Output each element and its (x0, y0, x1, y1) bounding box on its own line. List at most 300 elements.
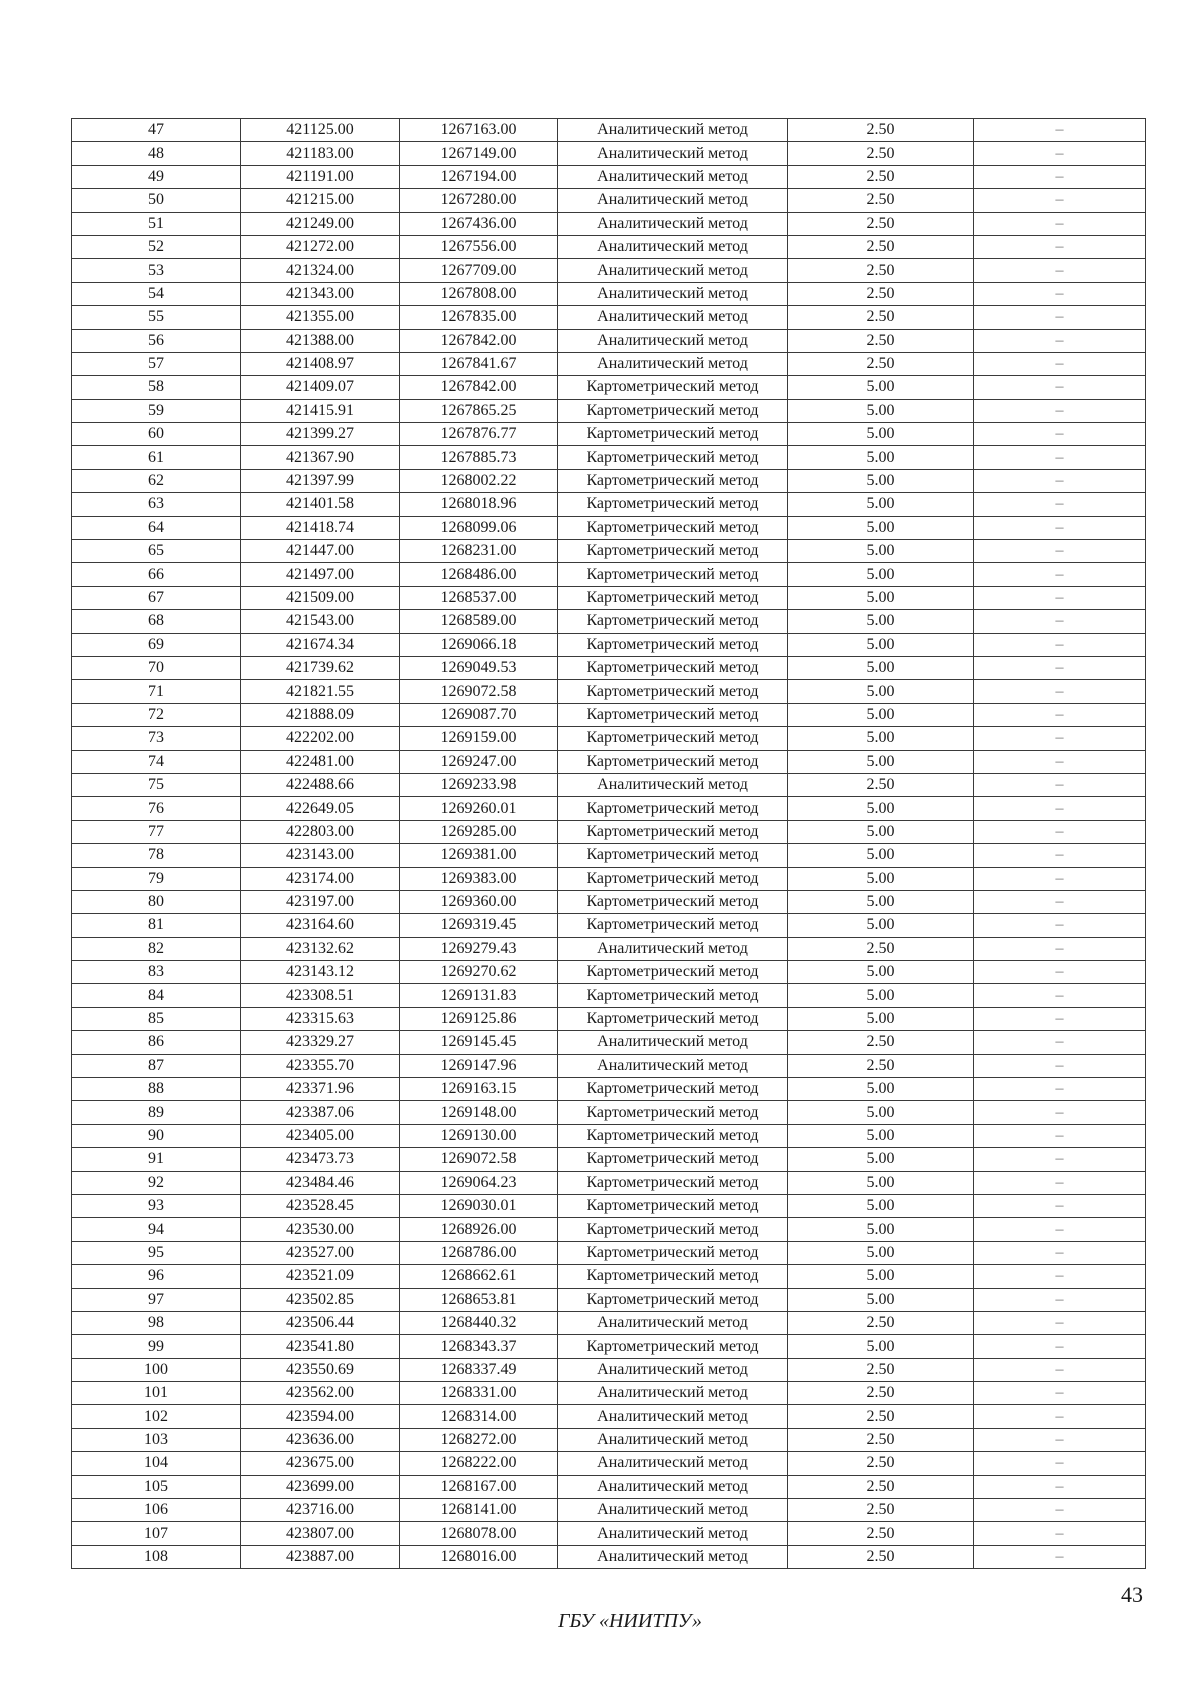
point-number-cell: 68 (72, 610, 241, 633)
note-cell: – (974, 820, 1146, 843)
accuracy-cell: 5.00 (788, 1078, 974, 1101)
note-cell: – (974, 469, 1146, 492)
method-cell: Картометрический метод (558, 680, 788, 703)
point-number-cell: 90 (72, 1124, 241, 1147)
note-cell: – (974, 563, 1146, 586)
y-coordinate-cell: 1269147.96 (400, 1054, 558, 1077)
method-cell: Картометрический метод (558, 1101, 788, 1124)
point-number-cell: 65 (72, 540, 241, 563)
point-number-cell: 75 (72, 773, 241, 796)
y-coordinate-cell: 1269131.83 (400, 984, 558, 1007)
method-cell: Картометрический метод (558, 1194, 788, 1217)
method-cell: Картометрический метод (558, 656, 788, 679)
x-coordinate-cell: 423143.12 (241, 961, 400, 984)
y-coordinate-cell: 1268222.00 (400, 1452, 558, 1475)
y-coordinate-cell: 1269319.45 (400, 914, 558, 937)
running-header (0, 70, 1200, 116)
method-cell: Картометрический метод (558, 423, 788, 446)
table-row (72, 212, 1146, 235)
x-coordinate-cell: 421249.00 (241, 212, 400, 235)
note-cell: – (974, 1428, 1146, 1451)
x-coordinate-cell: 423355.70 (241, 1054, 400, 1077)
point-number-cell: 96 (72, 1265, 241, 1288)
page-number: 43 (1121, 1582, 1143, 1607)
note-cell: – (974, 586, 1146, 609)
point-number-cell: 51 (72, 212, 241, 235)
method-cell: Аналитический метод (558, 1358, 788, 1381)
point-number-cell: 85 (72, 1007, 241, 1030)
note-cell: – (974, 914, 1146, 937)
y-coordinate-cell: 1268272.00 (400, 1428, 558, 1451)
y-coordinate-cell: 1267885.73 (400, 446, 558, 469)
method-cell: Картометрический метод (558, 540, 788, 563)
method-cell: Картометрический метод (558, 469, 788, 492)
table-row (72, 235, 1146, 258)
point-number-cell: 67 (72, 586, 241, 609)
y-coordinate-cell: 1268331.00 (400, 1382, 558, 1405)
note-cell: – (974, 1545, 1146, 1568)
accuracy-cell: 5.00 (788, 1288, 974, 1311)
note-cell: – (974, 352, 1146, 375)
table-row (72, 1265, 1146, 1288)
y-coordinate-cell: 1268078.00 (400, 1522, 558, 1545)
note-cell: – (974, 1078, 1146, 1101)
point-number-cell: 104 (72, 1452, 241, 1475)
table-row (72, 797, 1146, 820)
accuracy-cell: 2.50 (788, 165, 974, 188)
method-cell: Аналитический метод (558, 1522, 788, 1545)
y-coordinate-cell: 1269159.00 (400, 727, 558, 750)
table-row (72, 329, 1146, 352)
table-row (72, 119, 1146, 142)
method-cell: Картометрический метод (558, 1078, 788, 1101)
note-cell: – (974, 1148, 1146, 1171)
x-coordinate-cell: 423699.00 (241, 1475, 400, 1498)
y-coordinate-cell: 1267194.00 (400, 165, 558, 188)
table-row (72, 165, 1146, 188)
table-row (72, 961, 1146, 984)
note-cell: – (974, 984, 1146, 1007)
table-row (72, 820, 1146, 843)
method-cell: Картометрический метод (558, 797, 788, 820)
method-cell: Картометрический метод (558, 399, 788, 422)
method-cell: Аналитический метод (558, 1452, 788, 1475)
y-coordinate-cell: 1269072.58 (400, 680, 558, 703)
table-row (72, 563, 1146, 586)
x-coordinate-cell: 422488.66 (241, 773, 400, 796)
x-coordinate-cell: 423506.44 (241, 1311, 400, 1334)
y-coordinate-cell: 1269066.18 (400, 633, 558, 656)
table-row (72, 259, 1146, 282)
accuracy-cell: 2.50 (788, 235, 974, 258)
note-cell: – (974, 750, 1146, 773)
accuracy-cell: 5.00 (788, 469, 974, 492)
note-cell: – (974, 235, 1146, 258)
table-row (72, 1007, 1146, 1030)
point-number-cell: 77 (72, 820, 241, 843)
table-row (72, 1545, 1146, 1568)
method-cell: Картометрический метод (558, 1335, 788, 1358)
x-coordinate-cell: 423807.00 (241, 1522, 400, 1545)
method-cell: Аналитический метод (558, 212, 788, 235)
note-cell: – (974, 189, 1146, 212)
accuracy-cell: 5.00 (788, 750, 974, 773)
point-number-cell: 93 (72, 1194, 241, 1217)
note-cell: – (974, 727, 1146, 750)
x-coordinate-cell: 423502.85 (241, 1288, 400, 1311)
point-number-cell: 72 (72, 703, 241, 726)
x-coordinate-cell: 423716.00 (241, 1499, 400, 1522)
x-coordinate-cell: 421409.07 (241, 376, 400, 399)
accuracy-cell: 2.50 (788, 1428, 974, 1451)
table-row (72, 306, 1146, 329)
point-number-cell: 53 (72, 259, 241, 282)
point-number-cell: 54 (72, 282, 241, 305)
table-row (72, 1382, 1146, 1405)
accuracy-cell: 2.50 (788, 352, 974, 375)
method-cell: Картометрический метод (558, 1241, 788, 1264)
point-number-cell: 59 (72, 399, 241, 422)
y-coordinate-cell: 1268343.37 (400, 1335, 558, 1358)
method-cell: Картометрический метод (558, 1124, 788, 1147)
y-coordinate-cell: 1268786.00 (400, 1241, 558, 1264)
y-coordinate-cell: 1268167.00 (400, 1475, 558, 1498)
method-cell: Аналитический метод (558, 937, 788, 960)
accuracy-cell: 5.00 (788, 727, 974, 750)
x-coordinate-cell: 423197.00 (241, 890, 400, 913)
y-coordinate-cell: 1269049.53 (400, 656, 558, 679)
y-coordinate-cell: 1269270.62 (400, 961, 558, 984)
point-number-cell: 95 (72, 1241, 241, 1264)
method-cell: Картометрический метод (558, 586, 788, 609)
table-row (72, 867, 1146, 890)
method-cell: Картометрический метод (558, 867, 788, 890)
point-number-cell: 61 (72, 446, 241, 469)
note-cell: – (974, 961, 1146, 984)
table-row (72, 446, 1146, 469)
method-cell: Аналитический метод (558, 352, 788, 375)
accuracy-cell: 2.50 (788, 189, 974, 212)
accuracy-cell: 5.00 (788, 1265, 974, 1288)
method-cell: Аналитический метод (558, 119, 788, 142)
method-cell: Картометрический метод (558, 493, 788, 516)
accuracy-cell: 5.00 (788, 984, 974, 1007)
note-cell: – (974, 1171, 1146, 1194)
note-cell: – (974, 1194, 1146, 1217)
point-number-cell: 71 (72, 680, 241, 703)
y-coordinate-cell: 1268662.61 (400, 1265, 558, 1288)
x-coordinate-cell: 423594.00 (241, 1405, 400, 1428)
accuracy-cell: 2.50 (788, 1311, 974, 1334)
point-number-cell: 107 (72, 1522, 241, 1545)
method-cell: Картометрический метод (558, 376, 788, 399)
x-coordinate-cell: 423473.73 (241, 1148, 400, 1171)
table-row (72, 1194, 1146, 1217)
accuracy-cell: 5.00 (788, 493, 974, 516)
note-cell: – (974, 1054, 1146, 1077)
y-coordinate-cell: 1267709.00 (400, 259, 558, 282)
method-cell: Картометрический метод (558, 727, 788, 750)
note-cell: – (974, 259, 1146, 282)
table-row (72, 1101, 1146, 1124)
table-row (72, 1288, 1146, 1311)
x-coordinate-cell: 421401.58 (241, 493, 400, 516)
x-coordinate-cell: 423174.00 (241, 867, 400, 890)
x-coordinate-cell: 423528.45 (241, 1194, 400, 1217)
table-row (72, 727, 1146, 750)
table-row (72, 1311, 1146, 1334)
accuracy-cell: 2.50 (788, 119, 974, 142)
note-cell: – (974, 142, 1146, 165)
point-number-cell: 106 (72, 1499, 241, 1522)
x-coordinate-cell: 421183.00 (241, 142, 400, 165)
x-coordinate-cell: 423541.80 (241, 1335, 400, 1358)
y-coordinate-cell: 1269233.98 (400, 773, 558, 796)
note-cell: – (974, 1311, 1146, 1334)
note-cell: – (974, 1499, 1146, 1522)
coordinates-table (71, 118, 1146, 1569)
accuracy-cell: 5.00 (788, 399, 974, 422)
point-number-cell: 83 (72, 961, 241, 984)
accuracy-cell: 2.50 (788, 1405, 974, 1428)
accuracy-cell: 5.00 (788, 376, 974, 399)
table-row (72, 890, 1146, 913)
note-cell: – (974, 937, 1146, 960)
method-cell: Картометрический метод (558, 516, 788, 539)
x-coordinate-cell: 423675.00 (241, 1452, 400, 1475)
x-coordinate-cell: 423530.00 (241, 1218, 400, 1241)
note-cell: – (974, 844, 1146, 867)
point-number-cell: 52 (72, 235, 241, 258)
accuracy-cell: 2.50 (788, 329, 974, 352)
table-row (72, 656, 1146, 679)
x-coordinate-cell: 423387.06 (241, 1101, 400, 1124)
point-number-cell: 62 (72, 469, 241, 492)
y-coordinate-cell: 1268002.22 (400, 469, 558, 492)
y-coordinate-cell: 1269064.23 (400, 1171, 558, 1194)
table-row (72, 352, 1146, 375)
table-row (72, 469, 1146, 492)
point-number-cell: 79 (72, 867, 241, 890)
y-coordinate-cell: 1269087.70 (400, 703, 558, 726)
accuracy-cell: 2.50 (788, 1452, 974, 1475)
table-row (72, 540, 1146, 563)
point-number-cell: 81 (72, 914, 241, 937)
point-number-cell: 66 (72, 563, 241, 586)
y-coordinate-cell: 1268314.00 (400, 1405, 558, 1428)
method-cell: Картометрический метод (558, 1218, 788, 1241)
y-coordinate-cell: 1267865.25 (400, 399, 558, 422)
method-cell: Картометрический метод (558, 984, 788, 1007)
point-number-cell: 63 (72, 493, 241, 516)
accuracy-cell: 5.00 (788, 516, 974, 539)
method-cell: Аналитический метод (558, 1311, 788, 1334)
accuracy-cell: 2.50 (788, 259, 974, 282)
method-cell: Аналитический метод (558, 1475, 788, 1498)
y-coordinate-cell: 1268018.96 (400, 493, 558, 516)
note-cell: – (974, 165, 1146, 188)
table-row (72, 937, 1146, 960)
accuracy-cell: 2.50 (788, 1054, 974, 1077)
x-coordinate-cell: 423562.00 (241, 1382, 400, 1405)
accuracy-cell: 2.50 (788, 1545, 974, 1568)
y-coordinate-cell: 1267149.00 (400, 142, 558, 165)
x-coordinate-cell: 421272.00 (241, 235, 400, 258)
note-cell: – (974, 516, 1146, 539)
x-coordinate-cell: 421821.55 (241, 680, 400, 703)
point-number-cell: 55 (72, 306, 241, 329)
table-row (72, 610, 1146, 633)
accuracy-cell: 2.50 (788, 142, 974, 165)
point-number-cell: 103 (72, 1428, 241, 1451)
method-cell: Аналитический метод (558, 1545, 788, 1568)
accuracy-cell: 2.50 (788, 1358, 974, 1381)
method-cell: Аналитический метод (558, 1054, 788, 1077)
y-coordinate-cell: 1269148.00 (400, 1101, 558, 1124)
point-number-cell: 69 (72, 633, 241, 656)
method-cell: Картометрический метод (558, 961, 788, 984)
x-coordinate-cell: 423308.51 (241, 984, 400, 1007)
point-number-cell: 82 (72, 937, 241, 960)
y-coordinate-cell: 1269279.43 (400, 937, 558, 960)
point-number-cell: 101 (72, 1382, 241, 1405)
accuracy-cell: 2.50 (788, 282, 974, 305)
accuracy-cell: 5.00 (788, 890, 974, 913)
method-cell: Аналитический метод (558, 142, 788, 165)
accuracy-cell: 5.00 (788, 540, 974, 563)
accuracy-cell: 5.00 (788, 446, 974, 469)
y-coordinate-cell: 1269260.01 (400, 797, 558, 820)
x-coordinate-cell: 421509.00 (241, 586, 400, 609)
table-row (72, 1452, 1146, 1475)
table-row (72, 399, 1146, 422)
accuracy-cell: 5.00 (788, 423, 974, 446)
y-coordinate-cell: 1268926.00 (400, 1218, 558, 1241)
x-coordinate-cell: 421543.00 (241, 610, 400, 633)
accuracy-cell: 2.50 (788, 773, 974, 796)
y-coordinate-cell: 1267835.00 (400, 306, 558, 329)
table-row (72, 984, 1146, 1007)
note-cell: – (974, 1101, 1146, 1124)
table-row (72, 1522, 1146, 1545)
method-cell: Картометрический метод (558, 1148, 788, 1171)
method-cell: Аналитический метод (558, 235, 788, 258)
method-cell: Картометрический метод (558, 1288, 788, 1311)
x-coordinate-cell: 421397.99 (241, 469, 400, 492)
x-coordinate-cell: 423887.00 (241, 1545, 400, 1568)
note-cell: – (974, 1335, 1146, 1358)
x-coordinate-cell: 422481.00 (241, 750, 400, 773)
table-row (72, 844, 1146, 867)
coordinates-table-container (71, 118, 1145, 1569)
y-coordinate-cell: 1269383.00 (400, 867, 558, 890)
accuracy-cell: 5.00 (788, 844, 974, 867)
y-coordinate-cell: 1269360.00 (400, 890, 558, 913)
table-row (72, 376, 1146, 399)
x-coordinate-cell: 421408.97 (241, 352, 400, 375)
accuracy-cell: 2.50 (788, 306, 974, 329)
accuracy-cell: 5.00 (788, 1335, 974, 1358)
accuracy-cell: 5.00 (788, 914, 974, 937)
point-number-cell: 89 (72, 1101, 241, 1124)
point-number-cell: 78 (72, 844, 241, 867)
table-row (72, 1358, 1146, 1381)
y-coordinate-cell: 1268440.32 (400, 1311, 558, 1334)
table-row (72, 142, 1146, 165)
accuracy-cell: 2.50 (788, 1499, 974, 1522)
accuracy-cell: 5.00 (788, 1007, 974, 1030)
method-cell: Картометрический метод (558, 1265, 788, 1288)
note-cell: – (974, 1358, 1146, 1381)
table-row (72, 423, 1146, 446)
note-cell: – (974, 1241, 1146, 1264)
y-coordinate-cell: 1268653.81 (400, 1288, 558, 1311)
note-cell: – (974, 680, 1146, 703)
accuracy-cell: 2.50 (788, 1382, 974, 1405)
note-cell: – (974, 773, 1146, 796)
x-coordinate-cell: 421324.00 (241, 259, 400, 282)
table-row (72, 1218, 1146, 1241)
note-cell: – (974, 656, 1146, 679)
y-coordinate-cell: 1269072.58 (400, 1148, 558, 1171)
x-coordinate-cell: 423132.62 (241, 937, 400, 960)
method-cell: Картометрический метод (558, 1007, 788, 1030)
x-coordinate-cell: 423329.27 (241, 1031, 400, 1054)
note-cell: – (974, 1218, 1146, 1241)
note-cell: – (974, 610, 1146, 633)
x-coordinate-cell: 421367.90 (241, 446, 400, 469)
accuracy-cell: 5.00 (788, 1194, 974, 1217)
accuracy-cell: 5.00 (788, 586, 974, 609)
accuracy-cell: 5.00 (788, 1124, 974, 1147)
method-cell: Картометрический метод (558, 890, 788, 913)
accuracy-cell: 5.00 (788, 680, 974, 703)
method-cell: Картометрический метод (558, 446, 788, 469)
method-cell: Аналитический метод (558, 1031, 788, 1054)
method-cell: Картометрический метод (558, 563, 788, 586)
x-coordinate-cell: 421739.62 (241, 656, 400, 679)
y-coordinate-cell: 1268537.00 (400, 586, 558, 609)
method-cell: Картометрический метод (558, 914, 788, 937)
accuracy-cell: 5.00 (788, 703, 974, 726)
y-coordinate-cell: 1269247.00 (400, 750, 558, 773)
point-number-cell: 91 (72, 1148, 241, 1171)
note-cell: – (974, 376, 1146, 399)
y-coordinate-cell: 1269145.45 (400, 1031, 558, 1054)
table-row (72, 680, 1146, 703)
method-cell: Картометрический метод (558, 610, 788, 633)
note-cell: – (974, 306, 1146, 329)
point-number-cell: 80 (72, 890, 241, 913)
table-row (72, 1475, 1146, 1498)
point-number-cell: 105 (72, 1475, 241, 1498)
note-cell: – (974, 119, 1146, 142)
point-number-cell: 84 (72, 984, 241, 1007)
y-coordinate-cell: 1267556.00 (400, 235, 558, 258)
x-coordinate-cell: 421418.74 (241, 516, 400, 539)
table-row (72, 1241, 1146, 1264)
y-coordinate-cell: 1269130.00 (400, 1124, 558, 1147)
method-cell: Аналитический метод (558, 282, 788, 305)
accuracy-cell: 5.00 (788, 633, 974, 656)
table-row (72, 1405, 1146, 1428)
table-row (72, 586, 1146, 609)
point-number-cell: 70 (72, 656, 241, 679)
x-coordinate-cell: 423164.60 (241, 914, 400, 937)
note-cell: – (974, 1031, 1146, 1054)
point-number-cell: 58 (72, 376, 241, 399)
y-coordinate-cell: 1267842.00 (400, 329, 558, 352)
